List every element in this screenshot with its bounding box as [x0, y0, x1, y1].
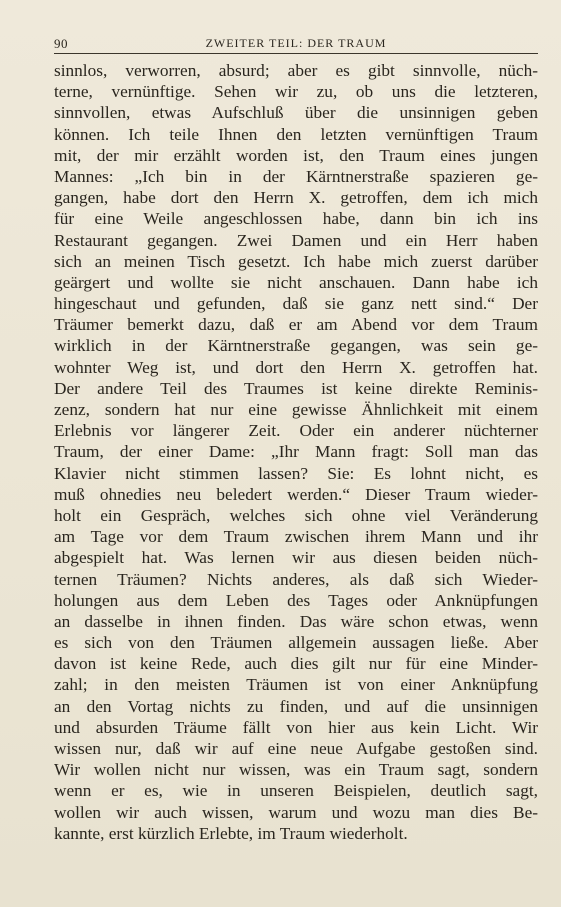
- text-line: und absurden Träume fällt von hier aus kein Licht. Wir: [54, 717, 538, 737]
- text-line: Der andere Teil des Traumes ist keine direkte Reminis-: [54, 378, 538, 398]
- text-line: sich an meinen Tisch gesetzt. Ich habe mich zuerst darüber: [54, 251, 538, 271]
- text-line: wirklich in der Kärntnerstraße gegangen, was sein ge-: [54, 336, 538, 356]
- page-number: 90: [54, 36, 68, 51]
- text-line: holungen aus dem Leben des Tages oder Anknüpfungen: [54, 590, 538, 610]
- text-line: gangen, habe dort den Herrn X. getroffen, dem ich mich: [54, 188, 538, 208]
- text-line: zenz, sondern hat nur eine gewisse Ähnlichkeit mit einem: [54, 400, 538, 419]
- text-line: sinnlos, verworren, absurd; aber es gibt sinnvolle, nüch-: [54, 61, 538, 80]
- text-line: Klavier nicht stimmen lassen? Sie: Es lohnt nicht, es: [54, 463, 538, 483]
- text-line: können. Ich teile Ihnen den letzten vernünftigen Traum: [54, 124, 538, 144]
- text-line: Traum, der einer Dame: „Ihr Mann fragt: Soll man das: [54, 442, 538, 462]
- text-line: muß ohnedies neu beledert werden.“ Dieser Traum wieder-: [54, 484, 538, 504]
- page-header: [54, 34, 538, 52]
- text-line: kannte, erst kürzlich Erlebte, im Traum wiederholt.: [54, 823, 408, 843]
- text-line: wollen wir auch wissen, warum und wozu man dies Be-: [54, 802, 538, 822]
- text-line: mit, der mir erzählt worden ist, den Traum eines jungen: [54, 145, 538, 165]
- text-line: wissen nur, daß wir auf eine neue Aufgabe gestoßen sind.: [54, 739, 538, 758]
- text-line: es sich von den Träumen allgemein aussagen ließe. Aber: [54, 633, 538, 653]
- text-line: an den Vortag nichts zu finden, und auf die unsinnigen: [54, 696, 538, 716]
- text-line: Mannes: „Ich bin in der Kärntnerstraße spazieren ge-: [54, 166, 538, 186]
- text-line: Wir wollen nicht nur wissen, was ein Traum sagt, sondern: [54, 760, 538, 780]
- text-line: wohnter Weg ist, und dort den Herrn X. getroffen hat.: [54, 357, 538, 377]
- text-line: sinnvollen, etwas Aufschluß über die unsinnigen geben: [54, 103, 538, 123]
- body-text: [54, 60, 538, 844]
- text-line: für eine Weile angeschlossen habe, dann bin ich ins: [54, 209, 538, 229]
- text-line: an dasselbe in ihnen finden. Das wäre schon etwas, wenn: [54, 611, 538, 631]
- text-line: Restaurant gegangen. Zwei Damen und ein Herr haben: [54, 230, 538, 250]
- text-line: abgespielt hat. Was lernen wir aus diesen beiden nüch-: [54, 548, 538, 568]
- text-line: am Tage vor dem Traum zwischen ihrem Mann und ihr: [54, 527, 538, 547]
- text-line: holt ein Gespräch, welches sich ohne viel Veränderung: [54, 505, 538, 525]
- text-line: davon ist keine Rede, auch dies gilt nur für eine Minder-: [54, 654, 538, 674]
- running-head: ZWEITER TEIL: DER TRAUM: [205, 36, 387, 50]
- text-line: ternen Träumen? Nichts anderes, als daß sich Wieder-: [54, 569, 538, 589]
- text-line: geärgert und wollte sie nicht anschauen. Dann habe ich: [54, 272, 538, 292]
- text-line: zahl; in den meisten Träumen ist von einer Anknüpfung: [54, 675, 538, 695]
- text-line: Erlebnis vor längerer Zeit. Oder ein anderer nüchterner: [54, 421, 538, 441]
- text-line: wenn er es, wie in unseren Beispielen, deutlich sagt,: [54, 781, 538, 801]
- header-rule: [54, 53, 538, 54]
- text-line: hingeschaut und gefunden, daß sie ganz nett sind.“ Der: [54, 294, 538, 314]
- text-line: terne, vernünftige. Sehen wir zu, ob uns die letzteren,: [54, 82, 538, 102]
- text-line: Träumer bemerkt dazu, daß er am Abend vor dem Traum: [54, 315, 538, 335]
